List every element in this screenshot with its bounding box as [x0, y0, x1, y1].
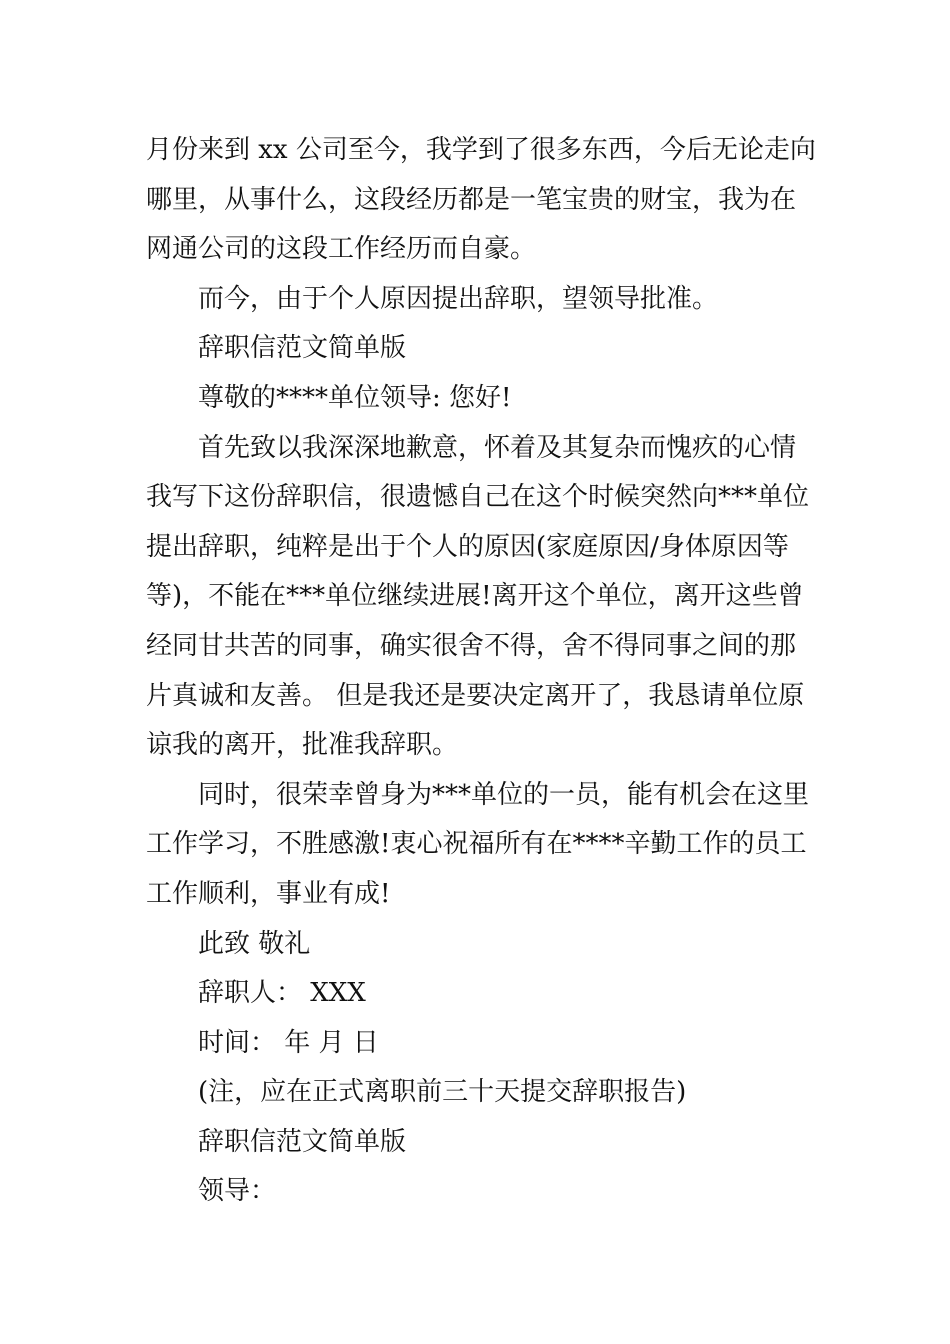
text-line: 谅我的离开，批准我辞职。 [146, 730, 459, 761]
text-line: 而今，由于个人原因提出辞职，望领导批准。 [198, 283, 719, 314]
note: (注，应在正式离职前三十天提交辞职报告) [198, 1077, 687, 1108]
text-line: 首先致以我深深地歉意，怀着及其复杂而愧疚的心情 [198, 432, 797, 463]
text-line: 月份来到 xx 公司至今，我学到了很多东西，今后无论走向 [146, 135, 816, 165]
text-line: 提出辞职，纯粹是出于个人的原因(家庭原因/身体原因等 [146, 531, 789, 562]
salutation: 领导： [198, 1176, 277, 1207]
section-heading: 辞职信范文简单版 [198, 1126, 407, 1157]
signer: 辞职人： XXX [198, 978, 366, 1009]
text-line: 网通公司的这段工作经历而自豪。 [146, 234, 537, 265]
section-heading: 辞职信范文简单版 [198, 333, 407, 364]
text-line: 同时，很荣幸曾身为***单位的一员，能有机会在这里 [198, 779, 810, 810]
closing: 此致 敬礼 [198, 928, 311, 959]
text-line: 片真诚和友善。 但是我还是要决定离开了，我恳请单位原 [146, 680, 805, 711]
text-line: 经同甘共苦的同事，确实很舍不得，舍不得同事之间的那 [146, 630, 797, 661]
text-line: 等)，不能在***单位继续进展!离开这个单位，离开这些曾 [146, 581, 804, 612]
text-line: 哪里，从事什么，这段经历都是一笔宝贵的财宝，我为在 [146, 184, 797, 215]
text-line: 工作顺利，事业有成! [146, 878, 391, 909]
date-line: 时间： 年 月 日 [198, 1027, 379, 1058]
salutation: 尊敬的****单位领导: 您好! [198, 382, 512, 413]
text-line: 我写下这份辞职信，很遗憾自己在这个时候突然向***单位 [146, 482, 810, 513]
letter-body [146, 126, 816, 1217]
text-line: 工作学习，不胜感激!衷心祝福所有在****辛勤工作的员工 [146, 829, 807, 860]
